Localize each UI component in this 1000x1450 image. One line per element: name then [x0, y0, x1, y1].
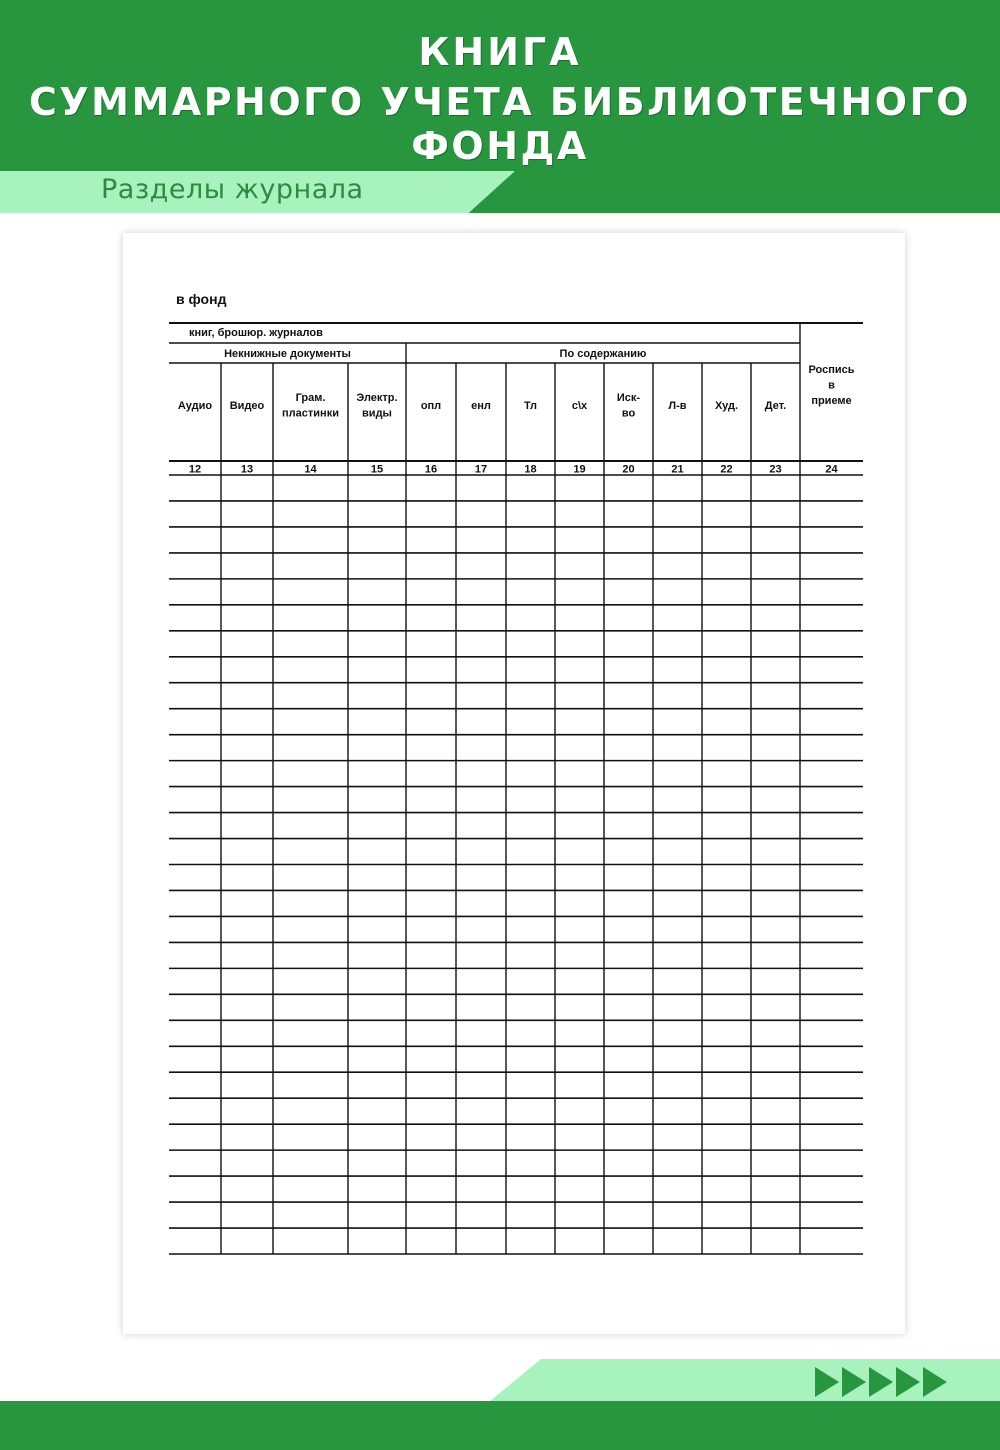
footer-bar: [0, 1401, 1000, 1450]
column-header: Аудио: [177, 400, 213, 412]
column-number: 22: [720, 463, 733, 476]
column-number: 13: [240, 463, 254, 476]
document-label: в фонд: [176, 291, 227, 307]
column-number: 14: [304, 463, 317, 476]
arrow-right-icon: [923, 1367, 947, 1397]
section-label: Разделы журнала: [101, 174, 364, 205]
column-number: 21: [671, 463, 684, 476]
column-header: Иск-во: [616, 392, 641, 420]
column-header: с\х: [571, 400, 588, 412]
column-header: Тл: [523, 400, 538, 412]
page-title-line-1: КНИГА: [418, 30, 582, 74]
column-number: 17: [474, 463, 488, 476]
column-header: Дет.: [764, 400, 787, 412]
column-number: 16: [424, 463, 438, 476]
column-header: енл: [471, 400, 491, 412]
page-title-line-2: СУММАРНОГО УЧЕТА БИБЛИОТЕЧНОГО ФОНДА: [28, 80, 972, 168]
column-number: 19: [573, 463, 586, 476]
column-header: Видео: [229, 400, 265, 412]
column-header: Худ.: [714, 400, 739, 412]
column-header: Роспись в приеме: [808, 364, 855, 407]
column-number: 12: [188, 463, 202, 476]
arrow-right-icon: [896, 1367, 920, 1397]
journal-page: [123, 233, 905, 1334]
column-header: Грам. пластинки: [282, 392, 339, 420]
column-number: 24: [825, 463, 838, 476]
group-header-label: книг, брошюр. журналов: [189, 327, 323, 339]
column-header: Л-в: [668, 400, 687, 412]
column-number: 15: [370, 463, 384, 476]
column-number: 23: [769, 463, 782, 476]
arrow-right-icon: [815, 1367, 839, 1397]
column-number: 20: [622, 463, 635, 476]
arrow-right-icon: [842, 1367, 866, 1397]
footer-arrows: [815, 1367, 950, 1397]
column-header: опл: [420, 400, 442, 412]
column-header: Электр. виды: [356, 392, 398, 420]
arrow-right-icon: [869, 1367, 893, 1397]
column-number: 18: [524, 463, 537, 476]
header-banner: [0, 0, 1000, 213]
ledger-table: [123, 233, 905, 1334]
subgroup-label-content: По содержанию: [559, 348, 647, 360]
subgroup-label-nonbook: Некнижные документы: [224, 348, 351, 360]
